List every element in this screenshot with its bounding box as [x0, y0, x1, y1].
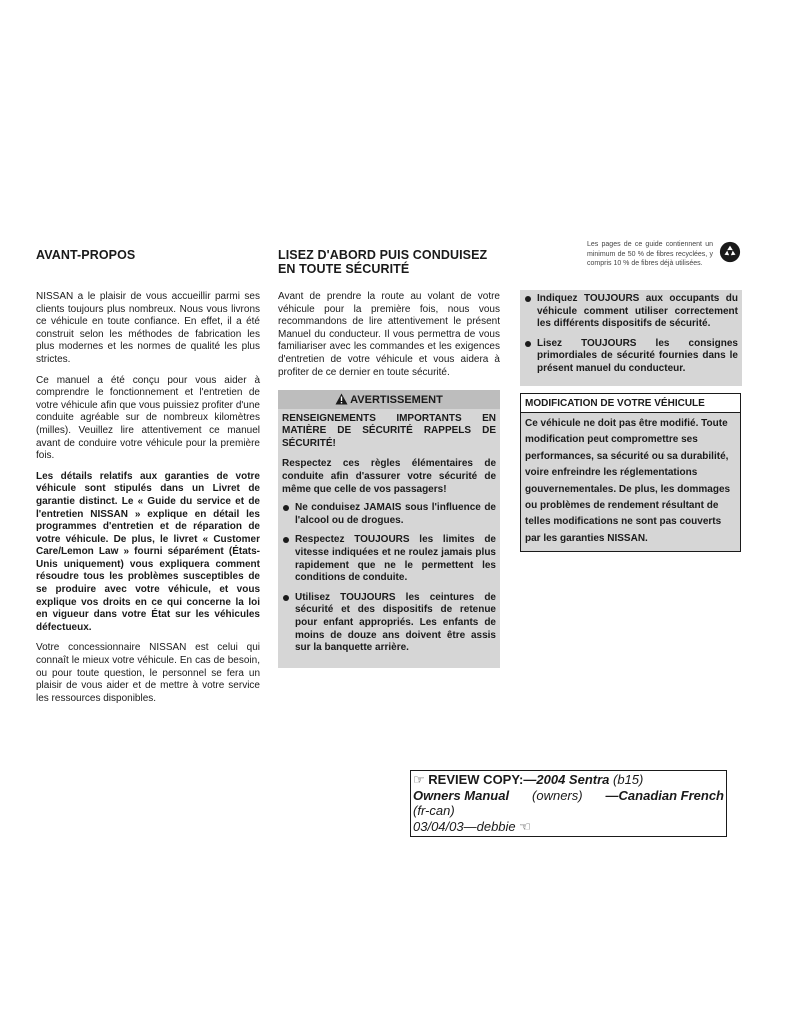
pointing-hand-left-icon: ☜	[519, 818, 531, 834]
review-model: 2004 Sentra	[536, 772, 610, 787]
warning-header	[278, 390, 500, 409]
safety-list	[520, 290, 742, 386]
review-copy-box	[410, 770, 727, 837]
pointing-hand-right-icon: ☞	[413, 772, 425, 787]
list-item: Indiquez TOUJOURS aux occupants du véhicule comment utiliser correctement les différents dispositifs de sécurité.	[524, 293, 738, 331]
bullet-dot-icon	[283, 537, 289, 543]
review-line-1	[413, 772, 724, 788]
modification-body: Ce véhicule ne doit pas être modifié. Toute modification peut compromettre ses performances, sa sécurité ou sa durabilité, voire enfreindre les réglementations gouvernementales. De plus, les dommages ou problèmes de rendement résultant de telles modifications ne sont pas couverts par les garanties NISSAN.	[525, 418, 731, 544]
bullet-dot-icon	[525, 296, 531, 302]
list-item: Respectez TOUJOURS les limites de vitesse indiquées et ne roulez jamais plus rapidement que ne le permettent les conditions de conduite.	[282, 534, 496, 584]
warning-title: RENSEIGNEMENTS IMPORTANTS EN MATIÈRE DE SÉCURITÉ RAPPELS DE SÉCURITÉ!	[282, 412, 496, 449]
review-date: 03/04/03—debbie	[413, 818, 516, 834]
review-region: (fr-can)	[413, 803, 455, 818]
foreword-paragraph-1: NISSAN a le plaisir de vous accueillir parmi ses clients toujours plus nombreux. Nous vous livrons ce véhicule en toute confiance. En effet, il a été construit selon les méthodes de fabrication les plus modernes et les normes de qualité les plus strictes.	[36, 291, 260, 365]
read-first-body: Avant de prendre la route au volant de votre véhicule pour la première fois, nous vous recommandons de lire attentivement le présent Manuel du conducteur. Il vous permettra de vous familiariser avec les commandes et les exigences d'entretien de votre véhicule et vous aidera à profiter de ce dernier en toute sécurité.	[278, 291, 500, 378]
modification-box	[520, 393, 741, 552]
review-label: REVIEW COPY:—	[428, 772, 537, 787]
list-item: Utilisez TOUJOURS les ceintures de sécurité et des dispositifs de retenue pour enfant appropriés. Les enfants de moins de douze ans doivent être assis sur la banquette arrière.	[282, 592, 496, 655]
review-line-4	[413, 819, 724, 835]
review-manual: Owners Manual	[413, 787, 510, 803]
review-line-2	[413, 788, 724, 804]
foreword-paragraph-2: Ce manuel a été conçu pour vous aider à comprendre le fonctionnement et l'entretien de votre véhicule afin que vous puissiez profiter d'une conduite agréable sur de nombreux kilomètres (milles). Veuillez lire attentivement ce manuel avant de conduire votre véhicule pour la première fois.	[36, 374, 260, 462]
bullet-dot-icon	[283, 595, 289, 601]
warning-triangle-icon	[335, 393, 348, 405]
warning-header-label: AVERTISSEMENT	[350, 394, 443, 406]
review-language: —Canadian French	[605, 787, 724, 803]
recycle-note: Les pages de ce guide contiennent un minimum de 50 % de fibres recyclées, y compris 10 % de fibres déjà utilisées.	[587, 241, 713, 267]
read-first-heading: LISEZ D'ABORD PUIS CONDUISEZ EN TOUTE SÉCURITÉ	[278, 248, 488, 276]
warning-intro: Respectez ces règles élémentaires de conduite afin d'assurer votre sécurité de même que celle de vos passagers!	[282, 458, 496, 495]
bullet-dot-icon	[525, 341, 531, 347]
safety-list-box	[520, 290, 742, 386]
review-owners: (owners)	[532, 787, 583, 803]
foreword-paragraph-3: Les détails relatifs aux garanties de votre véhicule sont stipulés dans un Livret de garantie distinct. Le « Guide du service et de l'entretien NISSAN » explique en détail les programmes d'entretien et de réparation de votre véhicule. De plus, le livret « Customer Care/Lemon Law » fourni séparément (États-Unis uniquement) vous expliquera comment résoudre tous les problèmes susceptibles de se produire avec votre véhicule, et vous explique vos droits en ce qui concerne la loi en vigueur dans votre État sur les véhicules défectueux.	[36, 470, 260, 633]
modification-title: MODIFICATION DE VOTRE VÉHICULE	[521, 394, 740, 413]
foreword-paragraph-4: Votre concessionnaire NISSAN est celui qui connaît le mieux votre véhicule. En cas de besoin, ou pour toute question, le personnel se fera un plaisir de vous aider et de mettre à votre service les ressources disponibles.	[36, 642, 260, 704]
foreword-heading: AVANT-PROPOS	[36, 248, 136, 262]
list-item: Ne conduisez JAMAIS sous l'influence de l'alcool ou de drogues.	[282, 502, 496, 527]
recycle-icon	[719, 241, 741, 263]
bullet-dot-icon	[283, 505, 289, 511]
foreword-body	[36, 291, 260, 713]
warning-box	[278, 390, 500, 668]
warning-list	[278, 496, 500, 668]
list-item: Lisez TOUJOURS les consignes primordiales de sécurité fournies dans le présent manuel du conducteur.	[524, 338, 738, 376]
review-code: (b15)	[613, 772, 644, 787]
